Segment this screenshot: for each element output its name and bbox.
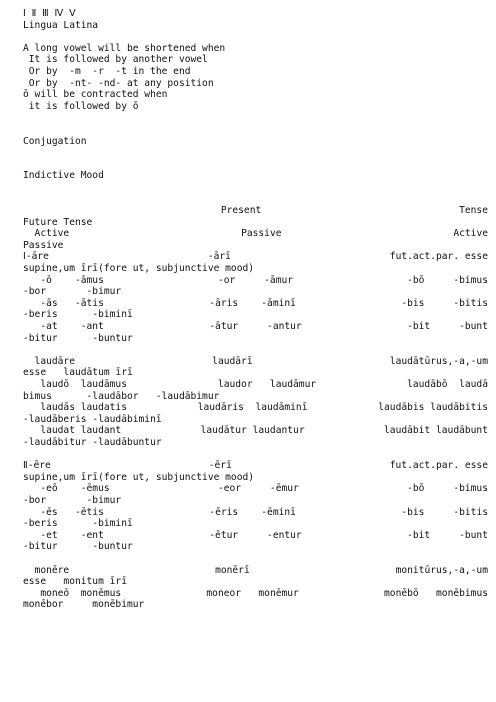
example-row: laudās laudatis laudāris laudāminī laudābis laudābitis bbox=[23, 402, 488, 414]
ending-row-cont: -bor -bimur bbox=[23, 286, 122, 298]
rule-line: Or by -nt- -nd- at any position bbox=[23, 77, 214, 89]
document-title: Lingua Latina bbox=[23, 19, 99, 31]
conjugation-1-heading-cont: supine,um īrī(fore ut, subjunctive mood) bbox=[23, 263, 255, 275]
example-row-cont: bimus -laudābor -laudābimur bbox=[23, 390, 220, 402]
example-row-cont: -laudāberis -laudābiminī bbox=[23, 413, 162, 425]
ending-row: -et -ent -ētur -entur -bit -bunt bbox=[23, 529, 488, 541]
rule-line: it is followed by ō bbox=[23, 100, 139, 112]
roman-numerals: Ⅰ Ⅱ Ⅲ Ⅳ Ⅴ bbox=[23, 8, 76, 19]
ending-row: -ās -ātis -āris -āminī -bis -bitis bbox=[23, 297, 488, 309]
example-heading-cont: esse monitum īrī bbox=[23, 576, 127, 588]
section-title: Conjugation bbox=[23, 135, 87, 147]
ending-row: -ō -āmus -or -āmur -bō -bimus bbox=[23, 274, 488, 286]
example-heading-cont: esse laudātum īrī bbox=[23, 367, 133, 379]
ending-row-cont: -beris -biminī bbox=[23, 309, 133, 321]
rule-line: Or by -m -r -t in the end bbox=[23, 65, 191, 77]
ending-row: -eō -ēmus -eor -ēmur -bō -bimus bbox=[23, 483, 488, 495]
ending-row: -at -ant -ātur -antur -bit -bunt bbox=[23, 321, 488, 333]
example-row: laudō laudāmus laudor laudāmur laudābō laudā bbox=[23, 379, 488, 390]
rule-line: A long vowel will be shortened when bbox=[23, 42, 226, 54]
rule-line: It is followed by another vowel bbox=[23, 54, 208, 66]
conjugation-1-heading: Ⅰ-āre -ārī fut.act.par. esse bbox=[23, 251, 488, 263]
example-heading: laudāre laudārī laudātūrus,-a,-um bbox=[23, 355, 488, 367]
conjugation-2-heading: Ⅱ-ēre -ērī fut.act.par. esse bbox=[23, 460, 488, 472]
ending-row-cont: -bitur -buntur bbox=[23, 332, 133, 344]
conjugation-2-heading-cont: supine,um īrī(fore ut, subjunctive mood) bbox=[23, 471, 255, 483]
table-header-row: Active Passive Active bbox=[23, 228, 488, 240]
example-heading: monēre monērī monitūrus,-a,-um bbox=[23, 564, 488, 576]
ending-row-cont: -bitur -buntur bbox=[23, 541, 133, 553]
example-row-cont: -laudābitur -laudābuntur bbox=[23, 436, 162, 448]
example-row-cont: monēbor monēbimur bbox=[23, 599, 145, 611]
ending-row: -ēs -ētis -ēris -ēminī -bis -bitis bbox=[23, 506, 488, 518]
table-header-row: Future Tense bbox=[23, 216, 93, 228]
ending-row-cont: -bor -bimur bbox=[23, 494, 122, 506]
table-header-row: Passive bbox=[23, 239, 64, 251]
rule-line: ō will be contracted when bbox=[23, 89, 168, 101]
example-row: laudat laudant laudātur laudantur laudābit laudābunt bbox=[23, 425, 488, 437]
table-header-row: Present Tense bbox=[220, 205, 488, 217]
ending-row-cont: -beris -biminī bbox=[23, 518, 133, 530]
mood-title: Indictive Mood bbox=[23, 170, 104, 182]
example-row: moneō monēmus moneor monēmur monēbō monēbimus bbox=[23, 587, 488, 599]
